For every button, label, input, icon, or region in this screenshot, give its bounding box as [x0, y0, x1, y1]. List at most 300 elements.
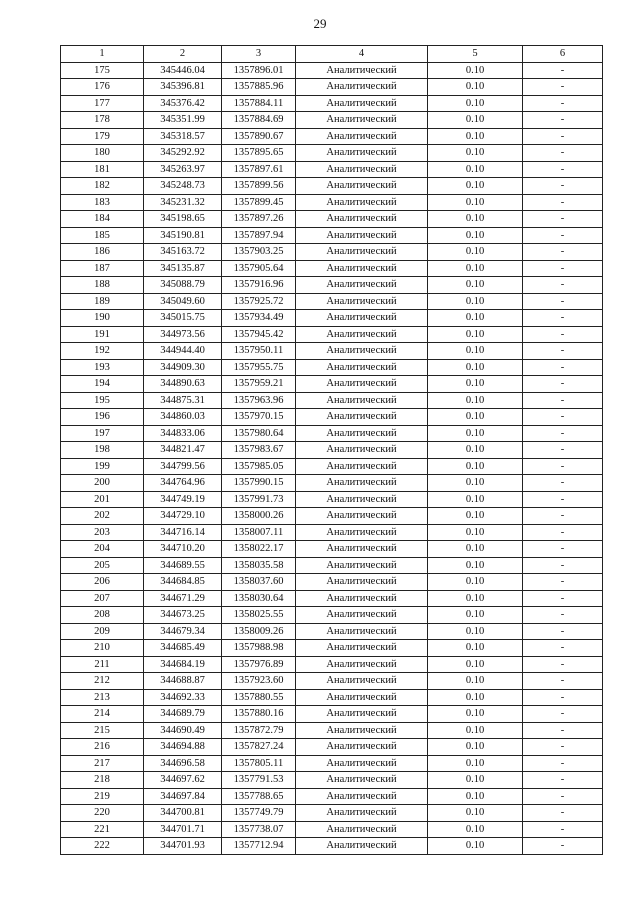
- table-row: [61, 409, 603, 426]
- accuracy-cell: 0.10: [428, 79, 523, 96]
- y-coordinate-cell: 1357934.49: [222, 310, 296, 327]
- note-cell: -: [523, 79, 603, 96]
- table-row: [61, 244, 603, 261]
- accuracy-cell: 0.10: [428, 95, 523, 112]
- x-coordinate-cell: 344833.06: [144, 425, 222, 442]
- method-cell: Аналитический: [296, 640, 428, 657]
- note-cell: -: [523, 145, 603, 162]
- note-cell: -: [523, 112, 603, 129]
- y-coordinate-cell: 1357896.01: [222, 62, 296, 79]
- column-header-3: 3: [222, 46, 296, 63]
- method-cell: Аналитический: [296, 161, 428, 178]
- note-cell: -: [523, 739, 603, 756]
- accuracy-cell: 0.10: [428, 376, 523, 393]
- y-coordinate-cell: 1357880.16: [222, 706, 296, 723]
- y-coordinate-cell: 1357945.42: [222, 326, 296, 343]
- point-number-cell: 215: [61, 722, 144, 739]
- method-cell: Аналитический: [296, 326, 428, 343]
- y-coordinate-cell: 1357959.21: [222, 376, 296, 393]
- accuracy-cell: 0.10: [428, 491, 523, 508]
- y-coordinate-cell: 1358009.26: [222, 623, 296, 640]
- point-number-cell: 179: [61, 128, 144, 145]
- note-cell: -: [523, 541, 603, 558]
- table-row: [61, 739, 603, 756]
- table-row: [61, 755, 603, 772]
- y-coordinate-cell: 1357895.65: [222, 145, 296, 162]
- accuracy-cell: 0.10: [428, 739, 523, 756]
- note-cell: -: [523, 590, 603, 607]
- point-number-cell: 190: [61, 310, 144, 327]
- column-header-6: 6: [523, 46, 603, 63]
- accuracy-cell: 0.10: [428, 656, 523, 673]
- point-number-cell: 192: [61, 343, 144, 360]
- note-cell: -: [523, 557, 603, 574]
- y-coordinate-cell: 1357880.55: [222, 689, 296, 706]
- page-number: 29: [313, 16, 327, 31]
- table-row: [61, 541, 603, 558]
- x-coordinate-cell: 344944.40: [144, 343, 222, 360]
- x-coordinate-cell: 344685.49: [144, 640, 222, 657]
- table-row: [61, 689, 603, 706]
- accuracy-cell: 0.10: [428, 145, 523, 162]
- method-cell: Аналитический: [296, 310, 428, 327]
- accuracy-cell: 0.10: [428, 821, 523, 838]
- method-cell: Аналитический: [296, 838, 428, 855]
- method-cell: Аналитический: [296, 607, 428, 624]
- table-row: [61, 161, 603, 178]
- point-number-cell: 195: [61, 392, 144, 409]
- point-number-cell: 188: [61, 277, 144, 294]
- method-cell: Аналитический: [296, 673, 428, 690]
- accuracy-cell: 0.10: [428, 673, 523, 690]
- x-coordinate-cell: 345231.32: [144, 194, 222, 211]
- accuracy-cell: 0.10: [428, 524, 523, 541]
- x-coordinate-cell: 344697.62: [144, 772, 222, 789]
- method-cell: Аналитический: [296, 722, 428, 739]
- x-coordinate-cell: 344764.96: [144, 475, 222, 492]
- point-number-cell: 212: [61, 673, 144, 690]
- x-coordinate-cell: 344890.63: [144, 376, 222, 393]
- x-coordinate-cell: 345446.04: [144, 62, 222, 79]
- table-row: [61, 574, 603, 591]
- note-cell: -: [523, 475, 603, 492]
- point-number-cell: 218: [61, 772, 144, 789]
- method-cell: Аналитический: [296, 475, 428, 492]
- y-coordinate-cell: 1357905.64: [222, 260, 296, 277]
- x-coordinate-cell: 344821.47: [144, 442, 222, 459]
- x-coordinate-cell: 345351.99: [144, 112, 222, 129]
- table-row: [61, 772, 603, 789]
- method-cell: Аналитический: [296, 821, 428, 838]
- table-body: [61, 62, 603, 854]
- accuracy-cell: 0.10: [428, 838, 523, 855]
- point-number-cell: 176: [61, 79, 144, 96]
- table-row: [61, 524, 603, 541]
- table-row: [61, 838, 603, 855]
- accuracy-cell: 0.10: [428, 788, 523, 805]
- y-coordinate-cell: 1357712.94: [222, 838, 296, 855]
- column-header-1: 1: [61, 46, 144, 63]
- table-row: [61, 277, 603, 294]
- x-coordinate-cell: 345396.81: [144, 79, 222, 96]
- point-number-cell: 177: [61, 95, 144, 112]
- method-cell: Аналитический: [296, 788, 428, 805]
- y-coordinate-cell: 1357976.89: [222, 656, 296, 673]
- x-coordinate-cell: 344710.20: [144, 541, 222, 558]
- method-cell: Аналитический: [296, 491, 428, 508]
- point-number-cell: 207: [61, 590, 144, 607]
- x-coordinate-cell: 344799.56: [144, 458, 222, 475]
- column-header-4: 4: [296, 46, 428, 63]
- method-cell: Аналитический: [296, 772, 428, 789]
- method-cell: Аналитический: [296, 425, 428, 442]
- x-coordinate-cell: 344729.10: [144, 508, 222, 525]
- accuracy-cell: 0.10: [428, 326, 523, 343]
- note-cell: -: [523, 524, 603, 541]
- point-number-cell: 187: [61, 260, 144, 277]
- point-number-cell: 222: [61, 838, 144, 855]
- x-coordinate-cell: 344679.34: [144, 623, 222, 640]
- method-cell: Аналитический: [296, 689, 428, 706]
- table-row: [61, 458, 603, 475]
- accuracy-cell: 0.10: [428, 706, 523, 723]
- y-coordinate-cell: 1357827.24: [222, 739, 296, 756]
- table-row: [61, 326, 603, 343]
- table-row: [61, 310, 603, 327]
- y-coordinate-cell: 1357925.72: [222, 293, 296, 310]
- accuracy-cell: 0.10: [428, 178, 523, 195]
- x-coordinate-cell: 344696.58: [144, 755, 222, 772]
- method-cell: Аналитический: [296, 178, 428, 195]
- y-coordinate-cell: 1357805.11: [222, 755, 296, 772]
- x-coordinate-cell: 345198.65: [144, 211, 222, 228]
- point-number-cell: 210: [61, 640, 144, 657]
- table-row: [61, 211, 603, 228]
- y-coordinate-cell: 1357788.65: [222, 788, 296, 805]
- table-row: [61, 656, 603, 673]
- accuracy-cell: 0.10: [428, 805, 523, 822]
- y-coordinate-cell: 1357897.94: [222, 227, 296, 244]
- note-cell: -: [523, 194, 603, 211]
- x-coordinate-cell: 345190.81: [144, 227, 222, 244]
- y-coordinate-cell: 1357899.56: [222, 178, 296, 195]
- note-cell: -: [523, 788, 603, 805]
- note-cell: -: [523, 623, 603, 640]
- x-coordinate-cell: 344689.55: [144, 557, 222, 574]
- y-coordinate-cell: 1357884.11: [222, 95, 296, 112]
- y-coordinate-cell: 1357903.25: [222, 244, 296, 261]
- header-row: [61, 46, 603, 63]
- point-number-cell: 199: [61, 458, 144, 475]
- y-coordinate-cell: 1358022.17: [222, 541, 296, 558]
- method-cell: Аналитический: [296, 260, 428, 277]
- accuracy-cell: 0.10: [428, 359, 523, 376]
- note-cell: -: [523, 689, 603, 706]
- coordinates-table: [60, 45, 603, 855]
- x-coordinate-cell: 344909.30: [144, 359, 222, 376]
- point-number-cell: 209: [61, 623, 144, 640]
- x-coordinate-cell: 344716.14: [144, 524, 222, 541]
- accuracy-cell: 0.10: [428, 557, 523, 574]
- point-number-cell: 213: [61, 689, 144, 706]
- method-cell: Аналитический: [296, 145, 428, 162]
- y-coordinate-cell: 1357890.67: [222, 128, 296, 145]
- method-cell: Аналитический: [296, 755, 428, 772]
- note-cell: -: [523, 392, 603, 409]
- note-cell: -: [523, 425, 603, 442]
- x-coordinate-cell: 344749.19: [144, 491, 222, 508]
- note-cell: -: [523, 376, 603, 393]
- point-number-cell: 211: [61, 656, 144, 673]
- y-coordinate-cell: 1357955.75: [222, 359, 296, 376]
- y-coordinate-cell: 1358035.58: [222, 557, 296, 574]
- x-coordinate-cell: 344700.81: [144, 805, 222, 822]
- note-cell: -: [523, 211, 603, 228]
- table-row: [61, 706, 603, 723]
- method-cell: Аналитический: [296, 211, 428, 228]
- point-number-cell: 186: [61, 244, 144, 261]
- note-cell: -: [523, 838, 603, 855]
- y-coordinate-cell: 1357988.98: [222, 640, 296, 657]
- accuracy-cell: 0.10: [428, 409, 523, 426]
- point-number-cell: 189: [61, 293, 144, 310]
- table-row: [61, 145, 603, 162]
- accuracy-cell: 0.10: [428, 293, 523, 310]
- accuracy-cell: 0.10: [428, 607, 523, 624]
- point-number-cell: 183: [61, 194, 144, 211]
- method-cell: Аналитический: [296, 62, 428, 79]
- x-coordinate-cell: 344697.84: [144, 788, 222, 805]
- x-coordinate-cell: 344689.79: [144, 706, 222, 723]
- y-coordinate-cell: 1358007.11: [222, 524, 296, 541]
- table-row: [61, 260, 603, 277]
- note-cell: -: [523, 277, 603, 294]
- table-row: [61, 128, 603, 145]
- table-row: [61, 425, 603, 442]
- x-coordinate-cell: 344692.33: [144, 689, 222, 706]
- point-number-cell: 194: [61, 376, 144, 393]
- method-cell: Аналитический: [296, 244, 428, 261]
- y-coordinate-cell: 1357985.05: [222, 458, 296, 475]
- note-cell: -: [523, 260, 603, 277]
- table-row: [61, 112, 603, 129]
- table-row: [61, 227, 603, 244]
- y-coordinate-cell: 1358025.55: [222, 607, 296, 624]
- method-cell: Аналитический: [296, 277, 428, 294]
- method-cell: Аналитический: [296, 706, 428, 723]
- note-cell: -: [523, 409, 603, 426]
- y-coordinate-cell: 1357923.60: [222, 673, 296, 690]
- accuracy-cell: 0.10: [428, 755, 523, 772]
- accuracy-cell: 0.10: [428, 260, 523, 277]
- accuracy-cell: 0.10: [428, 508, 523, 525]
- x-coordinate-cell: 344684.19: [144, 656, 222, 673]
- method-cell: Аналитический: [296, 79, 428, 96]
- point-number-cell: 203: [61, 524, 144, 541]
- y-coordinate-cell: 1357991.73: [222, 491, 296, 508]
- x-coordinate-cell: 345088.79: [144, 277, 222, 294]
- method-cell: Аналитический: [296, 623, 428, 640]
- note-cell: -: [523, 656, 603, 673]
- x-coordinate-cell: 344973.56: [144, 326, 222, 343]
- table-row: [61, 79, 603, 96]
- x-coordinate-cell: 344875.31: [144, 392, 222, 409]
- y-coordinate-cell: 1357738.07: [222, 821, 296, 838]
- accuracy-cell: 0.10: [428, 541, 523, 558]
- method-cell: Аналитический: [296, 128, 428, 145]
- note-cell: -: [523, 310, 603, 327]
- y-coordinate-cell: 1358000.26: [222, 508, 296, 525]
- accuracy-cell: 0.10: [428, 112, 523, 129]
- y-coordinate-cell: 1357899.45: [222, 194, 296, 211]
- table-row: [61, 343, 603, 360]
- y-coordinate-cell: 1357897.26: [222, 211, 296, 228]
- table-row: [61, 62, 603, 79]
- x-coordinate-cell: 345049.60: [144, 293, 222, 310]
- method-cell: Аналитический: [296, 541, 428, 558]
- method-cell: Аналитический: [296, 656, 428, 673]
- y-coordinate-cell: 1357980.64: [222, 425, 296, 442]
- table-row: [61, 640, 603, 657]
- point-number-cell: 193: [61, 359, 144, 376]
- note-cell: -: [523, 508, 603, 525]
- accuracy-cell: 0.10: [428, 623, 523, 640]
- accuracy-cell: 0.10: [428, 689, 523, 706]
- accuracy-cell: 0.10: [428, 640, 523, 657]
- y-coordinate-cell: 1357970.15: [222, 409, 296, 426]
- accuracy-cell: 0.10: [428, 244, 523, 261]
- note-cell: -: [523, 706, 603, 723]
- note-cell: -: [523, 458, 603, 475]
- note-cell: -: [523, 772, 603, 789]
- note-cell: -: [523, 722, 603, 739]
- note-cell: -: [523, 491, 603, 508]
- x-coordinate-cell: 344701.93: [144, 838, 222, 855]
- accuracy-cell: 0.10: [428, 128, 523, 145]
- table-row: [61, 805, 603, 822]
- note-cell: -: [523, 62, 603, 79]
- note-cell: -: [523, 574, 603, 591]
- method-cell: Аналитический: [296, 95, 428, 112]
- table-row: [61, 359, 603, 376]
- y-coordinate-cell: 1357884.69: [222, 112, 296, 129]
- point-number-cell: 202: [61, 508, 144, 525]
- note-cell: -: [523, 359, 603, 376]
- accuracy-cell: 0.10: [428, 392, 523, 409]
- accuracy-cell: 0.10: [428, 211, 523, 228]
- column-header-2: 2: [144, 46, 222, 63]
- point-number-cell: 201: [61, 491, 144, 508]
- method-cell: Аналитический: [296, 392, 428, 409]
- y-coordinate-cell: 1357983.67: [222, 442, 296, 459]
- table-row: [61, 475, 603, 492]
- method-cell: Аналитический: [296, 557, 428, 574]
- point-number-cell: 196: [61, 409, 144, 426]
- point-number-cell: 175: [61, 62, 144, 79]
- point-number-cell: 200: [61, 475, 144, 492]
- accuracy-cell: 0.10: [428, 425, 523, 442]
- method-cell: Аналитический: [296, 458, 428, 475]
- table-row: [61, 557, 603, 574]
- note-cell: -: [523, 343, 603, 360]
- point-number-cell: 185: [61, 227, 144, 244]
- point-number-cell: 180: [61, 145, 144, 162]
- note-cell: -: [523, 128, 603, 145]
- x-coordinate-cell: 344684.85: [144, 574, 222, 591]
- table-row: [61, 491, 603, 508]
- x-coordinate-cell: 345248.73: [144, 178, 222, 195]
- table-row: [61, 722, 603, 739]
- point-number-cell: 219: [61, 788, 144, 805]
- y-coordinate-cell: 1357950.11: [222, 343, 296, 360]
- note-cell: -: [523, 755, 603, 772]
- accuracy-cell: 0.10: [428, 227, 523, 244]
- accuracy-cell: 0.10: [428, 574, 523, 591]
- x-coordinate-cell: 345318.57: [144, 128, 222, 145]
- note-cell: -: [523, 161, 603, 178]
- x-coordinate-cell: 344673.25: [144, 607, 222, 624]
- table-row: [61, 178, 603, 195]
- y-coordinate-cell: 1358030.64: [222, 590, 296, 607]
- point-number-cell: 191: [61, 326, 144, 343]
- y-coordinate-cell: 1357916.96: [222, 277, 296, 294]
- table-row: [61, 788, 603, 805]
- table-row: [61, 293, 603, 310]
- note-cell: -: [523, 821, 603, 838]
- method-cell: Аналитический: [296, 194, 428, 211]
- method-cell: Аналитический: [296, 574, 428, 591]
- y-coordinate-cell: 1357963.96: [222, 392, 296, 409]
- note-cell: -: [523, 326, 603, 343]
- table-row: [61, 392, 603, 409]
- accuracy-cell: 0.10: [428, 458, 523, 475]
- method-cell: Аналитический: [296, 739, 428, 756]
- point-number-cell: 182: [61, 178, 144, 195]
- x-coordinate-cell: 345163.72: [144, 244, 222, 261]
- x-coordinate-cell: 344860.03: [144, 409, 222, 426]
- note-cell: -: [523, 178, 603, 195]
- x-coordinate-cell: 345263.97: [144, 161, 222, 178]
- table-row: [61, 821, 603, 838]
- x-coordinate-cell: 345292.92: [144, 145, 222, 162]
- x-coordinate-cell: 344671.29: [144, 590, 222, 607]
- method-cell: Аналитический: [296, 442, 428, 459]
- point-number-cell: 220: [61, 805, 144, 822]
- table-row: [61, 95, 603, 112]
- accuracy-cell: 0.10: [428, 475, 523, 492]
- method-cell: Аналитический: [296, 293, 428, 310]
- y-coordinate-cell: 1357749.79: [222, 805, 296, 822]
- table-row: [61, 623, 603, 640]
- note-cell: -: [523, 805, 603, 822]
- method-cell: Аналитический: [296, 359, 428, 376]
- method-cell: Аналитический: [296, 376, 428, 393]
- method-cell: Аналитический: [296, 409, 428, 426]
- point-number-cell: 216: [61, 739, 144, 756]
- point-number-cell: 198: [61, 442, 144, 459]
- table-row: [61, 607, 603, 624]
- note-cell: -: [523, 95, 603, 112]
- note-cell: -: [523, 640, 603, 657]
- accuracy-cell: 0.10: [428, 277, 523, 294]
- table-row: [61, 673, 603, 690]
- y-coordinate-cell: 1357885.96: [222, 79, 296, 96]
- x-coordinate-cell: 344690.49: [144, 722, 222, 739]
- table-row: [61, 442, 603, 459]
- note-cell: -: [523, 607, 603, 624]
- point-number-cell: 214: [61, 706, 144, 723]
- accuracy-cell: 0.10: [428, 343, 523, 360]
